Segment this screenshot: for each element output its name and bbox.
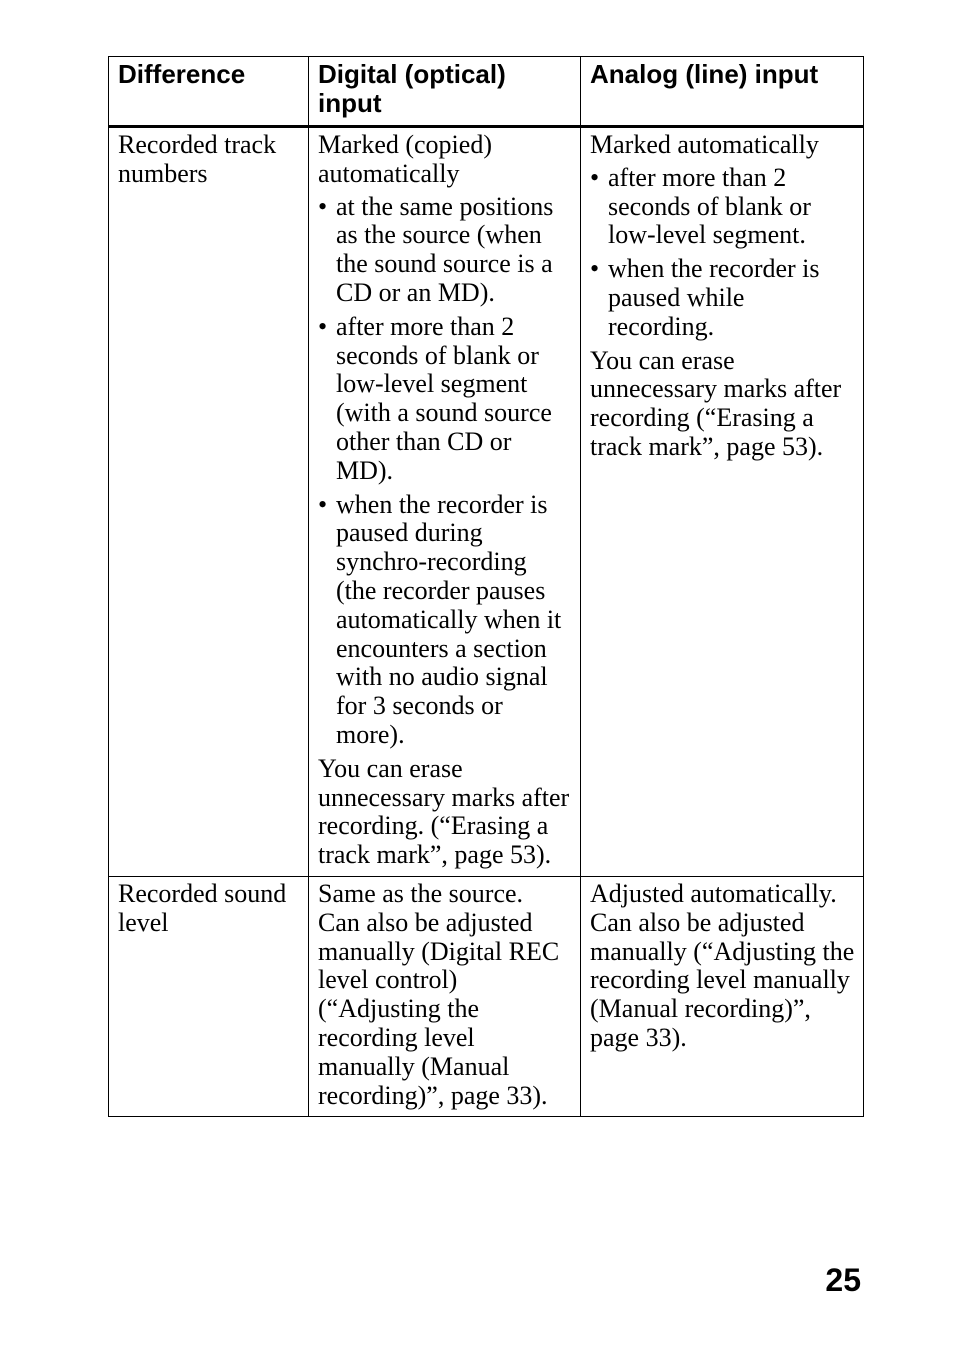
table-header-row (109, 57, 864, 127)
cell-outro: You can erase unnecessary marks after recording (“Erasing a track mark”, page 53). (590, 345, 842, 461)
cell-difference: Recorded track numbers (109, 127, 309, 877)
list-item: • when the recorder is paused while recording. (590, 255, 855, 341)
header-analog-input: Analog (line) input (581, 57, 864, 127)
cell-line: Can also be adjusted manually (Digital REC level control) (“Adjusting the recording level manually (Manual recording)”, page 33). (318, 907, 560, 1110)
list-item: • after more than 2 seconds of blank or low-level segment. (590, 164, 855, 250)
cell-analog (581, 876, 864, 1116)
table-row (109, 127, 864, 877)
list-item: • when the recorder is paused during synchro-recording (the recorder pauses automatically when it encounters a section with no audio signal for 3 seconds or more). (318, 491, 572, 750)
comparison-table (108, 56, 864, 1117)
list-item: • after more than 2 seconds of blank or low-level segment (with a sound source other than CD or MD). (318, 313, 572, 486)
bullet-list (318, 193, 572, 750)
cell-digital (309, 127, 581, 877)
header-difference: Difference (109, 57, 309, 127)
list-item: • at the same positions as the source (when the sound source is a CD or an MD). (318, 193, 572, 308)
cell-line: Same as the source. (318, 878, 524, 908)
cell-difference: Recorded sound level (109, 876, 309, 1116)
header-digital-input: Digital (optical) input (309, 57, 581, 127)
page-number: 25 (825, 1262, 861, 1298)
cell-intro: Marked automatically (590, 130, 819, 159)
cell-digital (309, 876, 581, 1116)
table-row (109, 876, 864, 1116)
cell-analog (581, 127, 864, 877)
bullet-list (590, 164, 855, 342)
cell-intro: Marked (copied) automatically (318, 130, 492, 188)
cell-outro: You can erase unnecessary marks after recording. (“Erasing a track mark”, page 53). (318, 753, 570, 870)
cell-line: Can also be adjusted manually (“Adjusting the recording level manually (Manual recording)”, page 33). (590, 907, 855, 1052)
cell-line: Adjusted automatically. (590, 878, 837, 908)
